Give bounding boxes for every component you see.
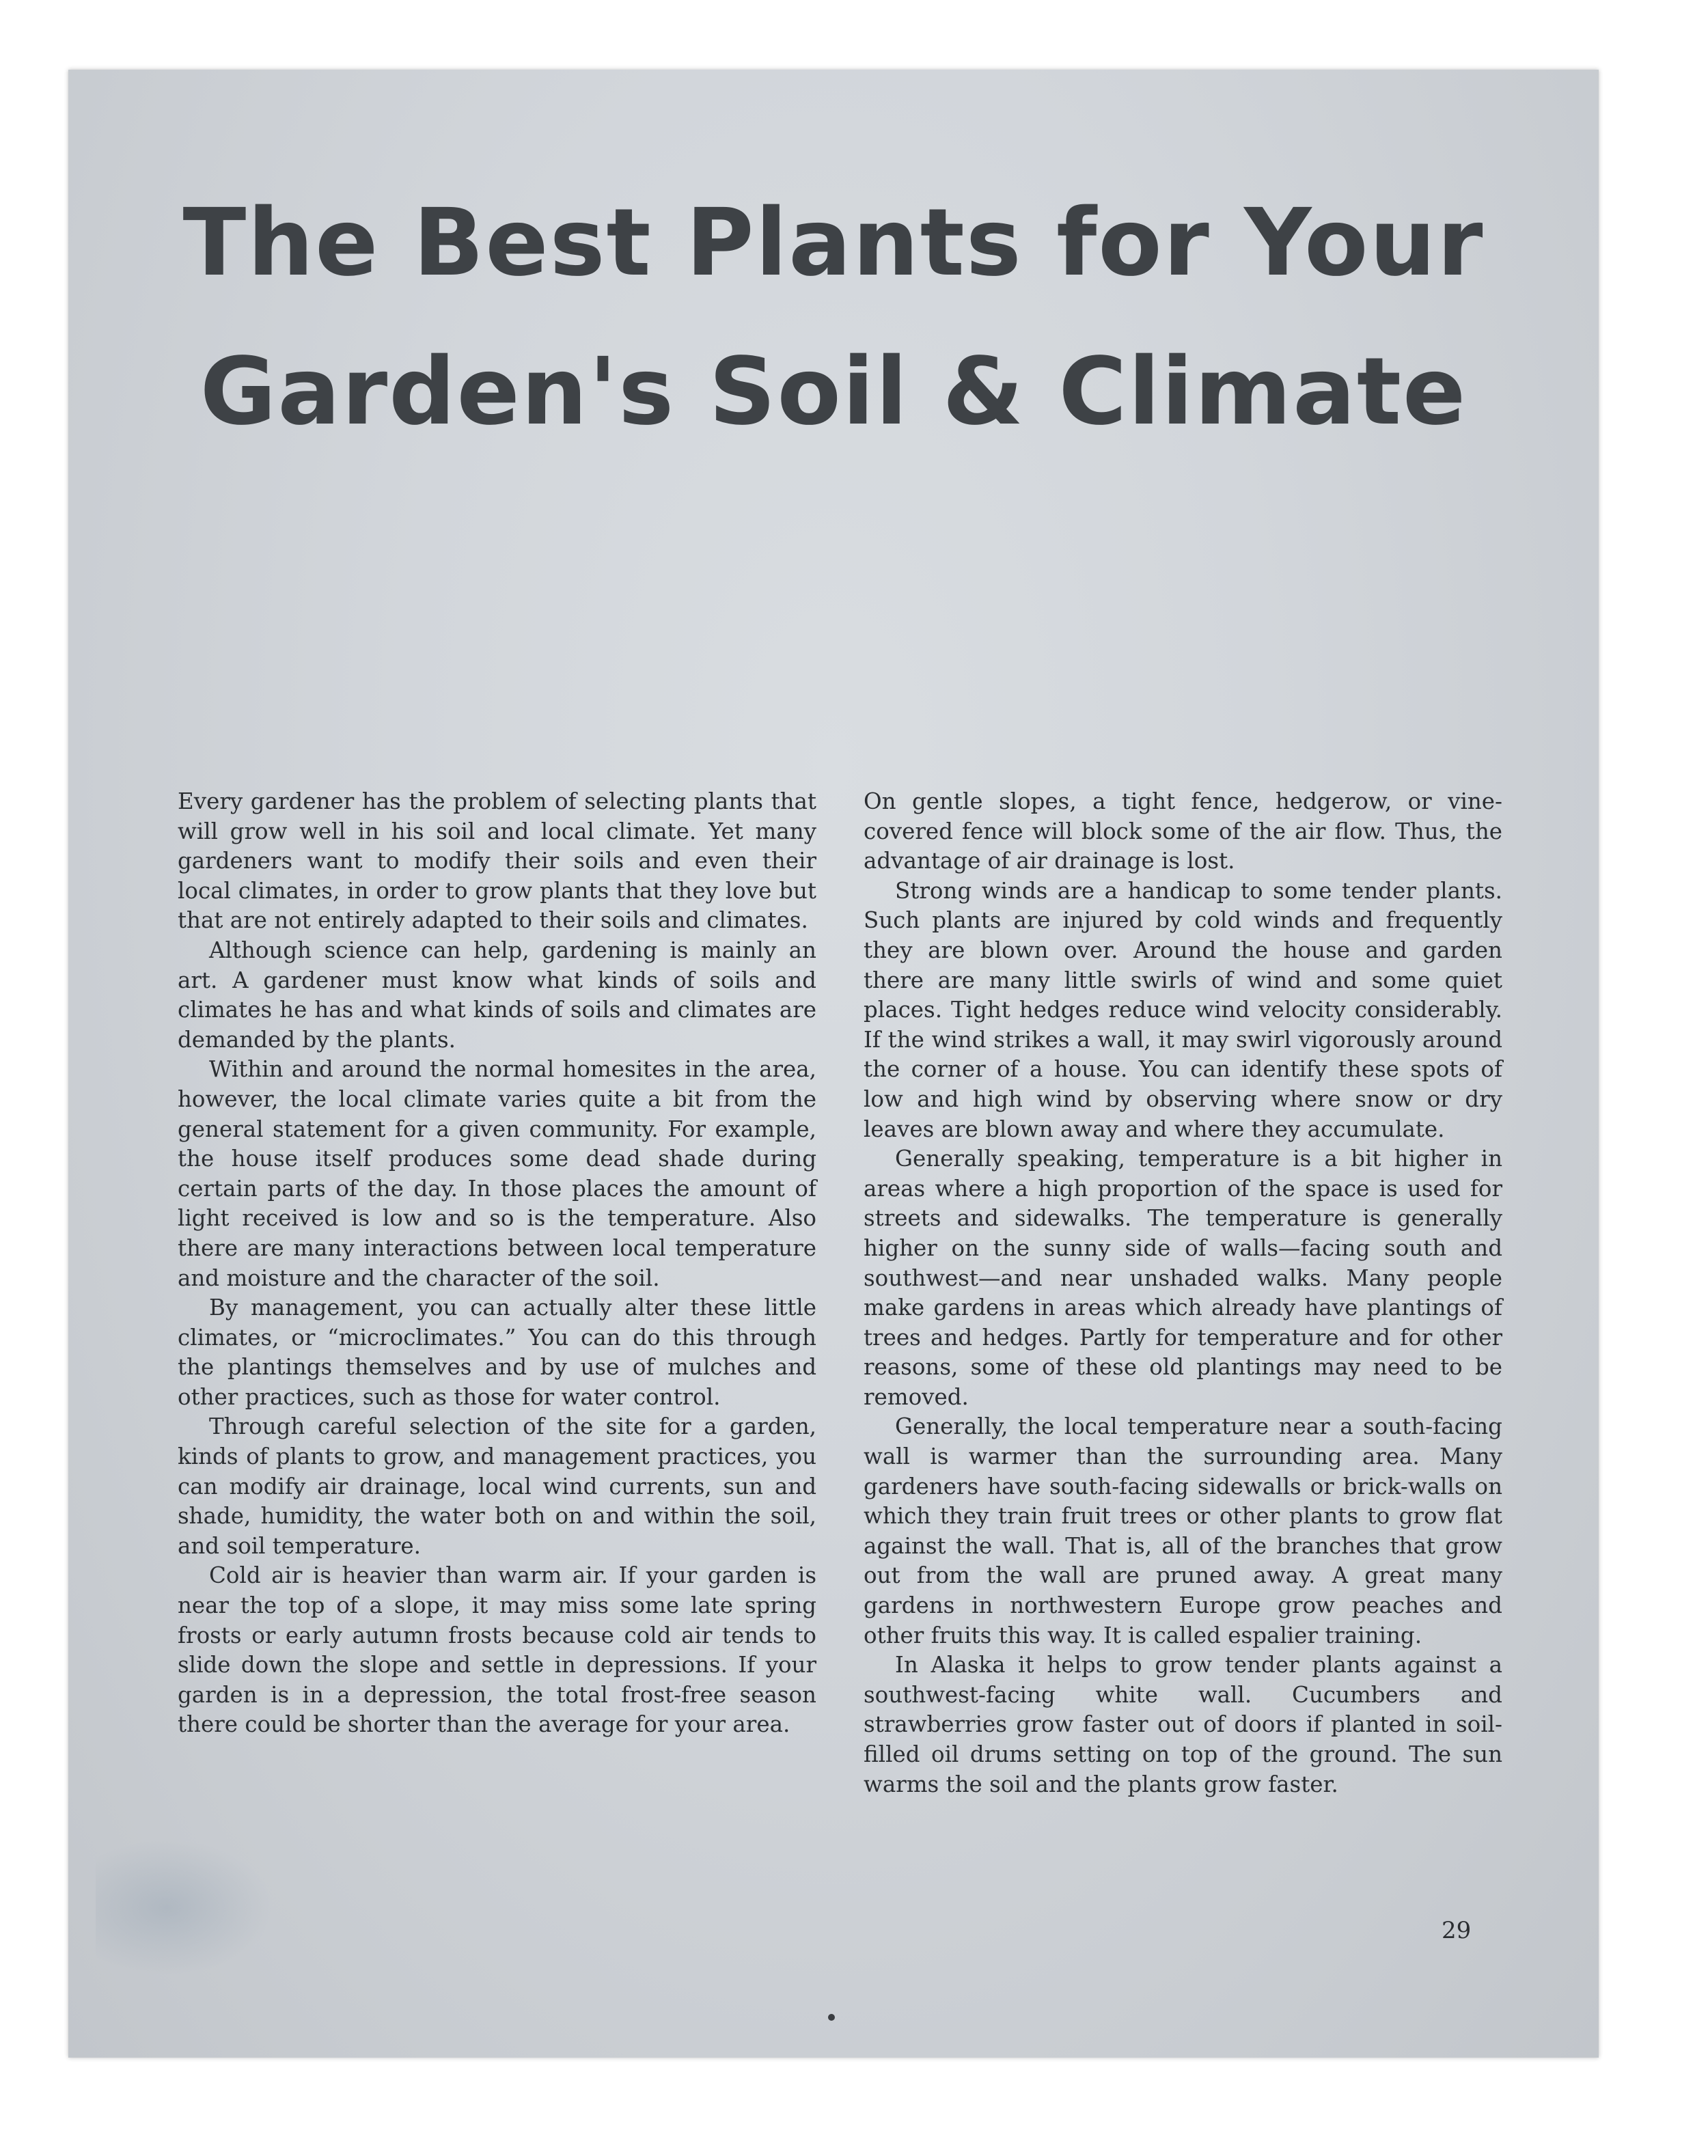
paragraph: Although science can help, gardening is mainly an art. A gardener must know what kinds of soils and climates he has and what kinds of soils and climates are demanded by the plants. [178,937,816,1053]
paragraph: Strong winds are a handicap to some tender plants. Such plants are injured by cold winds and frequently they are blown over. Around the house and garden there are many little swirls of wind and some quiet places. Tight hedges reduce wind velocity considerably. If the wind strikes a wall, it may swirl vigorously around the corner of a house. You can identify these spots of low and high wind by observing where snow or dry leaves are blown away and where they accumulate. [864,877,1502,1142]
page-number: 29 [1442,1917,1472,1944]
paper-speck [828,2014,835,2021]
paragraph: In Alaska it helps to grow tender plants against a southwest-facing white wall. Cucumbers and strawberries grow faster out of doors if planted in soil-filled oil drums setting on top of the ground. The sun warms the soil and the plants grow faster. [864,1652,1502,1797]
paragraph: Within and around the normal homesites in the area, however, the local climate varies quite a bit from the general statement for a given community. For example, the house itself produces some dead shade during certain parts of the day. In those places the amount of light received is low and so is the temperature. Also there are many interactions between local temperature and moisture and the character of the soil. [178,1056,816,1291]
paragraph: Generally, the local temperature near a south-facing wall is warmer than the surrounding area. Many gardeners have south-facing sidewalls or brick-walls on which they train fruit trees or other plants to grow flat against the wall. That is, all of the branches that grow out from the wall are pruned away. A great many gardens in northwestern Europe grow peaches and other fruits this way. It is called espalier training. [864,1413,1502,1648]
paragraph: Generally speaking, temperature is a bit higher in areas where a high proportion of the space is used for streets and sidewalks. The temperature is generally higher on the sunny side of walls—facing south and southwest—and near unshaded walks. Many people make gardens in areas which already have plantings of trees and hedges. Partly for temperature and for other reasons, some of these old plantings may need to be removed. [864,1146,1502,1410]
paragraph: Cold air is heavier than warm air. If your garden is near the top of a slope, it may miss some late spring frosts or early autumn frosts because cold air tends to slide down the slope and settle in depressions. If your garden is in a depression, the total frost-free season there could be shorter than the average for your area. [178,1562,816,1738]
right-column [864,787,1502,1799]
left-column [178,787,816,1740]
book-page [68,70,1599,2058]
title-line-2: Garden's Soil & Climate [199,338,1468,446]
paragraph: Through careful selection of the site for a garden, kinds of plants to grow, and management practices, you can modify air drainage, local wind currents, sun and shade, humidity, the water both on and within the soil, and soil temperature. [178,1413,816,1559]
paragraph: On gentle slopes, a tight fence, hedgerow, or vine-covered fence will block some of the air flow. Thus, the advantage of air drainage is lost. [864,788,1502,874]
title-line-1: The Best Plants for Your [182,189,1485,297]
paragraph: By management, you can actually alter these little climates, or “microclimates.” You can do this through the plantings themselves and by use of mulches and other practices, such as those for water control. [178,1295,816,1410]
paragraph: Every gardener has the problem of selecting plants that will grow well in his soil and local climate. Yet many gardeners want to modify their soils and even their local climates, in order to grow plants that they love but that are not entirely adapted to their soils and climates. [178,788,816,934]
